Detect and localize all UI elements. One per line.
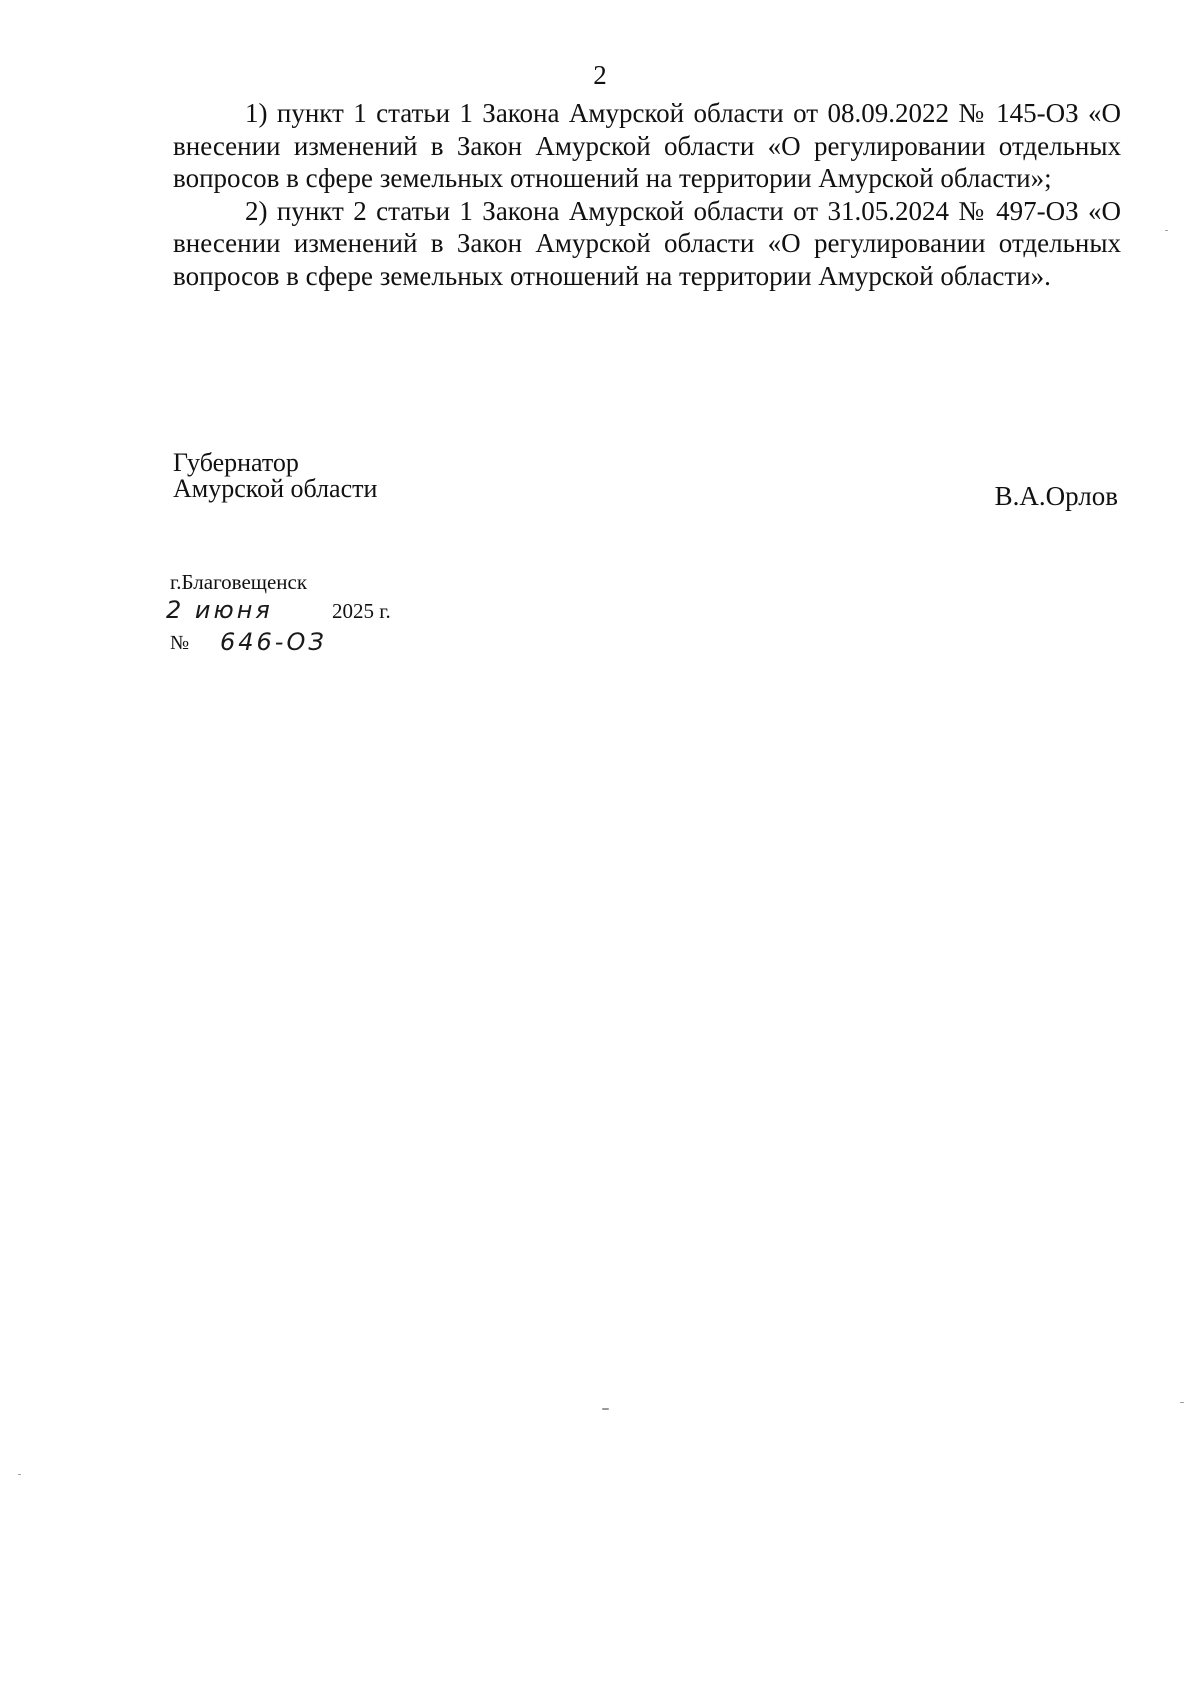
date-year: 2025 г.	[332, 599, 391, 623]
place-of-signing: г.Благовещенск	[170, 570, 308, 594]
signing-date	[166, 596, 466, 626]
handwritten-number: 646-ОЗ	[220, 628, 327, 656]
list-item-2: 2) пункт 2 статьи 1 Закона Амурской области от 31.05.2024 № 497-ОЗ «О внесении изменений в Закон Амурской области «О регулировании отдельных вопросов в сфере земельных отношений на территории Амурской области».	[173, 195, 1121, 291]
page-number: 2	[593, 60, 607, 90]
list-item-1: 1) пункт 1 статьи 1 Закона Амурской области от 08.09.2022 № 145-ОЗ «О внесении изменений в Закон Амурской области «О регулировании отдельных вопросов в сфере земельных отношений на территории Амурской области»;	[173, 98, 1121, 193]
scan-speck	[602, 1408, 609, 1410]
signatory-title-line1: Губернатор	[173, 448, 299, 477]
signatory-title-line2: Амурской области	[173, 474, 378, 503]
scan-speck	[1165, 230, 1168, 231]
document-body	[173, 97, 1121, 292]
number-sign: №	[170, 632, 190, 654]
scan-speck	[18, 1474, 21, 1475]
handwritten-date: 2 июня	[166, 596, 273, 624]
signatory-name: В.А.Орлов	[994, 481, 1118, 511]
law-number	[170, 628, 470, 658]
scan-speck	[1180, 1402, 1184, 1403]
signatory-title	[173, 450, 377, 502]
